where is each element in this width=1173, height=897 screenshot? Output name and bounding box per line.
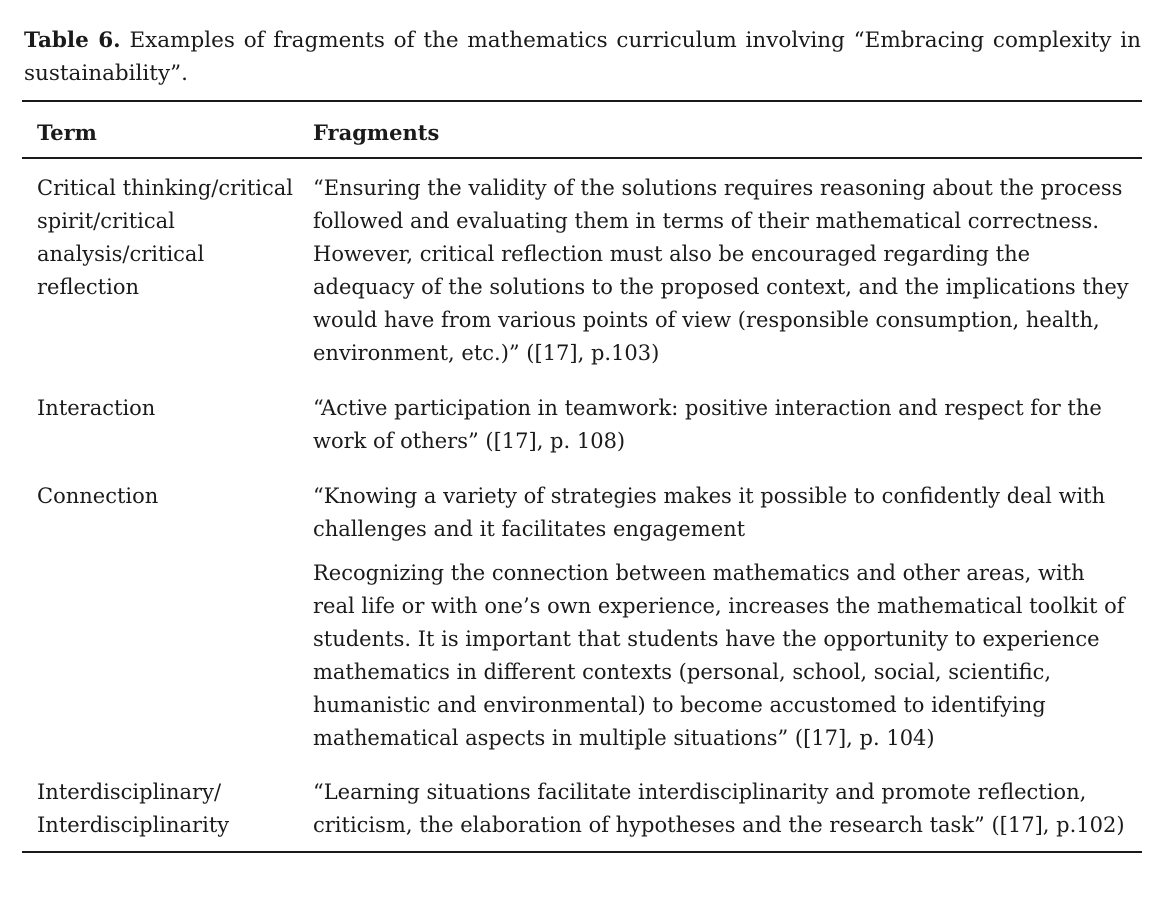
term-cell-interdisciplinary: Interdisciplinary/ Interdisciplinarity: [37, 780, 230, 837]
table-header-rule: [22, 157, 1142, 159]
term-cell-interaction: Interaction: [37, 396, 156, 420]
fragment-cell-interaction: “Active participation in teamwork: positive interaction and respect for the work of others” ([17], p. 108): [313, 396, 1102, 453]
fragment-cell-connection-continued: Recognizing the connection between mathematics and other areas, with real life or with one’s own experience, increases the mathematical toolkit of students. It is important that students have the opportunity to experience mathematics in different contexts (personal, school, social, scientific, humanistic and environmental) to become accustomed to identifying mathematical aspects in multiple situations” ([17], p. 104): [313, 561, 1125, 750]
column-header-term: Term: [37, 120, 97, 145]
term-cell-connection: Connection: [37, 484, 159, 508]
table-top-rule: [22, 100, 1142, 102]
table-caption-text: Examples of fragments of the mathematics curriculum involving “Embracing complexity in sustainability”.: [24, 28, 1141, 86]
table-caption: [24, 24, 1141, 90]
term-cell-critical-thinking: Critical thinking/critical spirit/critical analysis/critical reflection: [37, 176, 294, 299]
table-caption-label: Table 6.: [24, 28, 121, 53]
fragment-cell-connection: “Knowing a variety of strategies makes it possible to confidently deal with challenges and it facilitates engagement: [313, 484, 1106, 541]
column-header-fragments: Fragments: [313, 120, 440, 145]
table-bottom-rule: [22, 851, 1142, 853]
fragment-cell-critical-thinking: “Ensuring the validity of the solutions requires reasoning about the process followed and evaluating them in terms of their mathematical correctness. However, critical reflection must also be encouraged regarding the adequacy of the solutions to the proposed context, and the implications they would have from various points of view (responsible consumption, health, environment, etc.)” ([17], p.103): [313, 176, 1129, 365]
fragment-cell-interdisciplinary: “Learning situations facilitate interdisciplinarity and promote reflection, criticism, the elaboration of hypotheses and the research task” ([17], p.102): [313, 780, 1125, 837]
